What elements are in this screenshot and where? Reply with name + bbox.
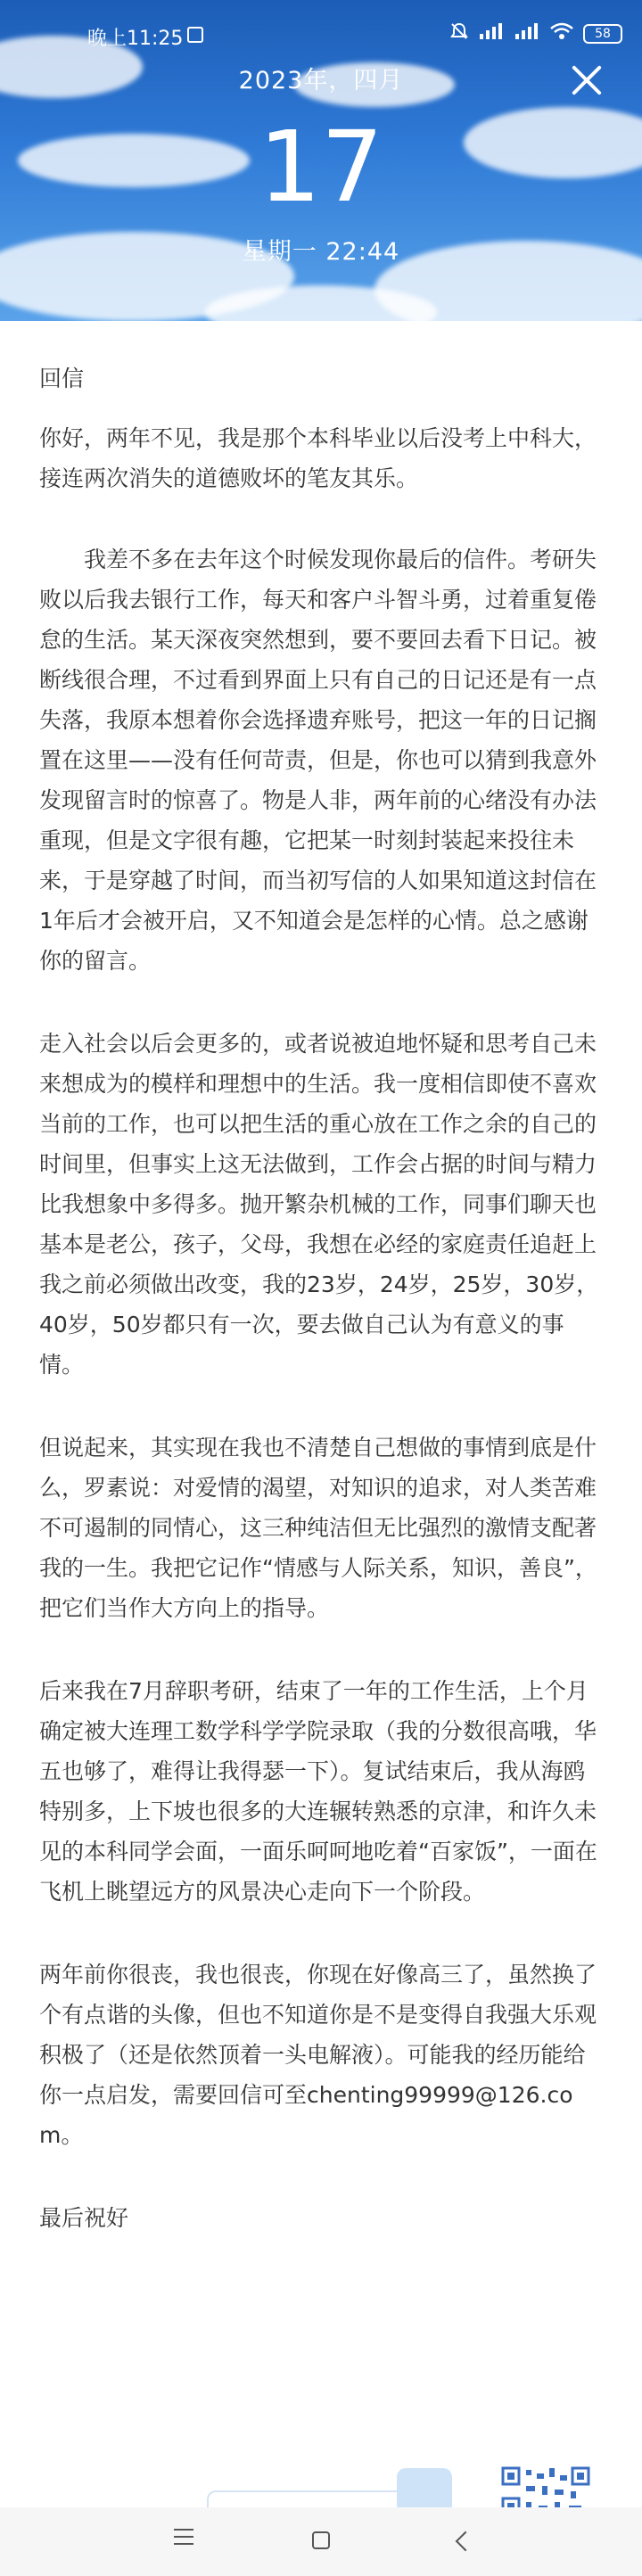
weekday-time: 星期一 22:44 — [242, 238, 400, 266]
signal-icon — [514, 21, 540, 46]
letter-paragraph: 后来我在7月辞职考研，结束了一年的工作生活，上个月确定被大连理工数学科学学院录取（我的分数很高哦，华五也够了，难得让我得瑟一下）。复试结束后，我从海鸥特别多，上下坡也很多的大连辗转熟悉的京津，和许久未见的本科同学会面，一面乐呵呵地吃着“百家饭”，一面在飞机上眺望远方的风景决心走向下一个阶段。 — [39, 1678, 597, 1905]
wifi-icon — [549, 21, 574, 46]
home-icon[interactable] — [303, 2523, 339, 2559]
letter-paragraph: 你好，两年不见，我是那个本科毕业以后没考上中科大，接连两次消失的道德败坏的笔友其乐。 — [39, 425, 597, 491]
header-banner — [0, 0, 642, 321]
letter-paragraph: 走入社会以后会更多的，或者说被迫地怀疑和思考自己未来想成为的模样和理想中的生活。我一度相信即使不喜欢当前的工作，也可以把生活的重心放在工作之余的自己的时间里，但事实上这无法做到，工作会占据的时间与精力比我想象中多得多。抛开繁杂机械的工作，同事们聊天也基本是老公，孩子，父母，我想在必经的家庭责任追赶上我之前必须做出改变，我的23岁，24岁，25岁，30岁，40岁，50岁都只有一次，要去做自己认为有意义的事情。 — [39, 1031, 599, 1378]
status-bar — [0, 20, 642, 55]
letter-paragraph: 但说起来，其实现在我也不清楚自己想做的事情到底是什么，罗素说：对爱情的渴望，对知识的追求，对人类苦难不可遏制的同情心，这三种纯洁但无比强烈的激情支配著我的一生。我把它记作“情感与人际关系，知识，善良”，把它们当作大方向上的指导。 — [39, 1435, 597, 1621]
status-icons — [449, 21, 622, 46]
letter-paragraph: 两年前你很丧，我也很丧，你现在好像高三了，虽然换了个有点谐的头像，但也不知道你是不是变得自我强大乐观积极了（还是依然顶着一头电解液）。可能我的经历能给你一点启发，需要回信可至chenting99999@126.com。 — [39, 1962, 597, 2148]
close-icon[interactable] — [567, 61, 606, 100]
battery-icon: 58 — [583, 24, 622, 44]
letter-body — [39, 358, 603, 2281]
day-number: 17 — [259, 110, 383, 224]
menu-icon[interactable] — [166, 2523, 202, 2559]
letter-closing: 最后祝好 — [39, 2205, 129, 2231]
signal-icon — [478, 21, 505, 46]
back-icon[interactable] — [446, 2523, 482, 2559]
letter-title: 回信 — [39, 366, 85, 391]
app-notification-icon — [187, 27, 203, 43]
year-month: 2023年，四月 — [238, 67, 404, 95]
letter-paragraph: 我差不多在去年这个时候发现你最后的信件。考研失败以后我去银行工作，每天和客户斗智斗勇，过着重复倦怠的生活。某天深夜突然想到，要不要回去看下日记。被断线很合理，不过看到界面上只有自己的日记还是有一点失落，我原本想着你会选择遗弃账号，把这一年的日记搁置在这里——没有任何苛责，但是，你也可以猜到我意外发现留言时的惊喜了。物是人非，两年前的心绪没有办法重现，但是文字很有趣，它把某一时刻封装起来投往未来，于是穿越了时间，而当初写信的人如果知道这封信在1年后才会被开启，又不知道会是怎样的心情。总之感谢你的留言。 — [39, 547, 597, 974]
status-time: 晚上11:25 — [87, 28, 184, 50]
system-nav-bar — [0, 2507, 642, 2576]
mute-icon — [449, 21, 469, 46]
